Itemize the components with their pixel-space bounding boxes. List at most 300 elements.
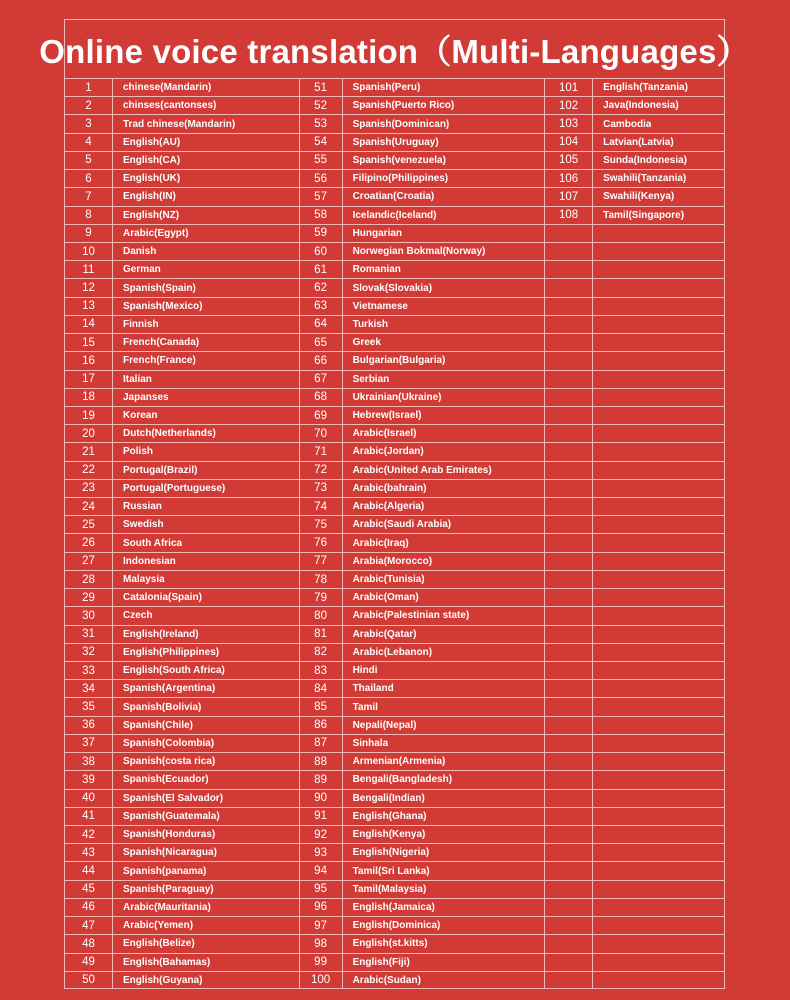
table-row: [65, 644, 299, 662]
row-number: [545, 698, 593, 715]
table-row: [300, 844, 545, 862]
row-number: 38: [65, 753, 113, 770]
row-number: 39: [65, 771, 113, 788]
row-number: 10: [65, 243, 113, 260]
row-number: [545, 680, 593, 697]
table-row: [65, 844, 299, 862]
row-number: 25: [65, 516, 113, 533]
language-name: chinses(cantonses): [123, 100, 217, 112]
language-name: Slovak(Slovakia): [352, 282, 433, 294]
language-name: Bulgarian(Bulgaria): [352, 355, 446, 367]
language-name: Spanish(panama): [123, 865, 207, 877]
table-row: [65, 425, 299, 443]
row-number: [545, 498, 593, 515]
language-name: Swedish: [123, 519, 164, 531]
row-number: [545, 298, 593, 315]
table-row: [300, 443, 545, 461]
table-row: [65, 407, 299, 425]
row-number: 44: [65, 862, 113, 879]
language-name: Ukrainian(Ukraine): [352, 391, 442, 403]
row-number: [545, 316, 593, 333]
row-number: 13: [65, 298, 113, 315]
row-number: [545, 516, 593, 533]
row-number: 34: [65, 680, 113, 697]
table-row: [545, 389, 724, 407]
row-number: 7: [65, 188, 113, 205]
language-name: Arabic(Mauritania): [123, 901, 211, 913]
table-row: [545, 352, 724, 370]
language-name: Czech: [123, 610, 153, 622]
table-row: [65, 680, 299, 698]
row-number: 75: [300, 516, 343, 533]
table-row: [300, 935, 545, 953]
table-row: [65, 261, 299, 279]
language-name: Indonesian: [123, 555, 176, 567]
language-name: English(CA): [123, 154, 181, 166]
row-number: 23: [65, 480, 113, 497]
row-number: 85: [300, 698, 343, 715]
language-name: English(Philippines): [123, 646, 220, 658]
row-number: [545, 443, 593, 460]
language-name: South Africa: [123, 537, 183, 549]
language-name: Spanish(venezuela): [352, 154, 446, 166]
table-row: [65, 899, 299, 917]
table-row: [545, 571, 724, 589]
table-row: [545, 261, 724, 279]
row-number: 14: [65, 316, 113, 333]
language-name: chinese(Mandarin): [123, 82, 212, 94]
table-row: [545, 188, 724, 206]
row-number: [545, 972, 593, 989]
table-row: [65, 954, 299, 972]
table-row: [300, 553, 545, 571]
table-row: [65, 170, 299, 188]
table-row: [65, 607, 299, 625]
language-name: Finnish: [123, 318, 159, 330]
table-row: [300, 371, 545, 389]
table-row: [545, 698, 724, 716]
table-row: [65, 443, 299, 461]
table-row: [65, 881, 299, 899]
page-title: Online voice translation（Multi-Languages）: [65, 20, 724, 79]
table-row: [65, 97, 299, 115]
language-name: English(UK): [123, 173, 181, 185]
table-row: [545, 334, 724, 352]
row-number: 51: [300, 79, 343, 96]
table-row: [545, 826, 724, 844]
row-number: 83: [300, 662, 343, 679]
table-row: [65, 826, 299, 844]
row-number: [545, 279, 593, 296]
table-row: [545, 516, 724, 534]
language-name: Spanish(El Salvador): [123, 792, 224, 804]
table-row: [545, 316, 724, 334]
language-name: Tamil(Malaysia): [352, 883, 427, 895]
row-number: [545, 371, 593, 388]
row-number: 49: [65, 954, 113, 971]
language-name: Sinhala: [352, 737, 389, 749]
table-row: [545, 279, 724, 297]
language-name: English(Fiji): [352, 956, 410, 968]
table-row: [545, 170, 724, 188]
table-row: [65, 917, 299, 935]
table-row: [545, 607, 724, 625]
table-row: [300, 498, 545, 516]
table-row: [300, 881, 545, 899]
table-row: [545, 808, 724, 826]
row-number: 56: [300, 170, 343, 187]
language-name: Japanses: [123, 391, 169, 403]
row-number: 71: [300, 443, 343, 460]
row-number: [545, 243, 593, 260]
language-name: Turkish: [352, 318, 388, 330]
row-number: 35: [65, 698, 113, 715]
language-name: Arabic(Israel): [352, 428, 417, 440]
row-number: 80: [300, 607, 343, 624]
table-row: [300, 334, 545, 352]
table-row: [65, 553, 299, 571]
row-number: 28: [65, 571, 113, 588]
table-row: [545, 790, 724, 808]
table-row: [65, 589, 299, 607]
table-row: [545, 717, 724, 735]
language-name: Spanish(Paraguay): [123, 883, 214, 895]
language-name: English(South Africa): [123, 665, 225, 677]
language-name: English(Ghana): [352, 810, 427, 822]
language-name: English(Dominica): [352, 920, 441, 932]
row-number: 5: [65, 152, 113, 169]
language-name: Romanian: [352, 264, 401, 276]
row-number: [545, 334, 593, 351]
language-name: Malaysia: [123, 574, 165, 586]
row-number: [545, 717, 593, 734]
language-name: Trad chinese(Mandarin): [123, 118, 236, 130]
language-name: Tamil: [352, 701, 378, 713]
row-number: 9: [65, 225, 113, 242]
table-row: [65, 79, 299, 97]
table-row: [65, 862, 299, 880]
table-row: [65, 134, 299, 152]
row-number: 19: [65, 407, 113, 424]
row-number: 73: [300, 480, 343, 497]
table-row: [300, 152, 545, 170]
language-name: Korean: [123, 410, 158, 422]
language-name: Danish: [123, 246, 157, 258]
row-number: [545, 735, 593, 752]
row-number: 93: [300, 844, 343, 861]
table-row: [545, 899, 724, 917]
row-number: 66: [300, 352, 343, 369]
table-row: [65, 498, 299, 516]
table-row: [300, 316, 545, 334]
table-row: [300, 771, 545, 789]
table-row: [300, 589, 545, 607]
row-number: 98: [300, 935, 343, 952]
row-number: 17: [65, 371, 113, 388]
row-number: 15: [65, 334, 113, 351]
table-row: [65, 516, 299, 534]
row-number: [545, 790, 593, 807]
language-name: Arabic(Palestinian state): [352, 610, 470, 622]
language-name: Spanish(Nicaragua): [123, 847, 217, 859]
row-number: 29: [65, 589, 113, 606]
table-row: [545, 972, 724, 989]
row-number: 4: [65, 134, 113, 151]
table-row: [65, 188, 299, 206]
row-number: 18: [65, 389, 113, 406]
row-number: [545, 589, 593, 606]
row-number: 77: [300, 553, 343, 570]
table-row: [545, 407, 724, 425]
language-name: French(Canada): [123, 337, 200, 349]
row-number: 69: [300, 407, 343, 424]
row-number: [545, 626, 593, 643]
row-number: 95: [300, 881, 343, 898]
row-number: [545, 534, 593, 551]
row-number: 20: [65, 425, 113, 442]
table-row: [65, 316, 299, 334]
language-name: Spanish(Mexico): [123, 300, 203, 312]
table-row: [300, 188, 545, 206]
row-number: 64: [300, 316, 343, 333]
language-name: Russian: [123, 501, 162, 513]
language-name: Spanish(Dominican): [352, 118, 450, 130]
language-name: English(st.kitts): [352, 938, 428, 950]
language-name: Polish: [123, 446, 154, 458]
language-grid: [65, 79, 724, 989]
row-number: [545, 389, 593, 406]
table-row: [300, 134, 545, 152]
row-number: [545, 462, 593, 479]
language-name: Arabic(United Arab Emirates): [352, 464, 492, 476]
table-row: [65, 935, 299, 953]
row-number: 91: [300, 808, 343, 825]
row-number: 2: [65, 97, 113, 114]
language-name: Bengali(Indian): [352, 792, 425, 804]
table-row: [300, 389, 545, 407]
table-row: [65, 462, 299, 480]
row-number: 47: [65, 917, 113, 934]
table-row: [300, 571, 545, 589]
row-number: 26: [65, 534, 113, 551]
row-number: 57: [300, 188, 343, 205]
language-name: Spanish(Puerto Rico): [352, 100, 455, 112]
table-row: [300, 261, 545, 279]
row-number: 58: [300, 207, 343, 224]
row-number: 50: [65, 972, 113, 989]
row-number: 1: [65, 79, 113, 96]
table-row: [300, 972, 545, 989]
row-number: 31: [65, 626, 113, 643]
table-row: [545, 97, 724, 115]
language-name: Hindi: [352, 665, 378, 677]
table-row: [545, 462, 724, 480]
row-number: 43: [65, 844, 113, 861]
row-number: 92: [300, 826, 343, 843]
table-row: [300, 862, 545, 880]
table-row: [545, 443, 724, 461]
row-number: 105: [545, 152, 593, 169]
table-row: [545, 881, 724, 899]
table-row: [545, 152, 724, 170]
row-number: [545, 425, 593, 442]
table-row: [545, 954, 724, 972]
language-name: English(Kenya): [352, 829, 426, 841]
row-number: 81: [300, 626, 343, 643]
table-row: [300, 644, 545, 662]
table-row: [65, 790, 299, 808]
table-row: [300, 662, 545, 680]
table-row: [545, 79, 724, 97]
language-name: Swahili(Tanzania): [603, 173, 687, 185]
language-name: Serbian: [352, 373, 390, 385]
row-number: [545, 881, 593, 898]
row-number: 53: [300, 115, 343, 132]
row-number: 101: [545, 79, 593, 96]
language-name: Spanish(costa rica): [123, 756, 216, 768]
language-name: English(Belize): [123, 938, 195, 950]
row-number: 79: [300, 589, 343, 606]
row-number: 87: [300, 735, 343, 752]
table-row: [300, 753, 545, 771]
row-number: 99: [300, 954, 343, 971]
row-number: 86: [300, 717, 343, 734]
table-row: [65, 334, 299, 352]
table-row: [545, 680, 724, 698]
table-row: [65, 115, 299, 133]
row-number: 107: [545, 188, 593, 205]
row-number: [545, 644, 593, 661]
row-number: [545, 480, 593, 497]
language-column-1: [65, 79, 300, 989]
table-row: [545, 735, 724, 753]
table-row: [300, 279, 545, 297]
language-name: Arabic(Jordan): [352, 446, 424, 458]
table-row: [300, 425, 545, 443]
language-name: Arabic(Yemen): [123, 920, 194, 932]
language-column-3: [545, 79, 724, 989]
language-name: Arabic(Algeria): [352, 501, 425, 513]
language-name: English(Tanzania): [603, 82, 688, 94]
row-number: 89: [300, 771, 343, 788]
language-name: Cambodia: [603, 118, 652, 130]
row-number: 30: [65, 607, 113, 624]
table-row: [65, 480, 299, 498]
table-row: [65, 152, 299, 170]
table-row: [545, 534, 724, 552]
table-row: [545, 753, 724, 771]
row-number: 36: [65, 717, 113, 734]
row-number: 82: [300, 644, 343, 661]
table-row: [545, 298, 724, 316]
row-number: 48: [65, 935, 113, 952]
table-row: [545, 589, 724, 607]
row-number: 21: [65, 443, 113, 460]
language-name: French(France): [123, 355, 196, 367]
language-name: English(Jamaica): [352, 901, 435, 913]
table-row: [65, 735, 299, 753]
row-number: 54: [300, 134, 343, 151]
row-number: [545, 899, 593, 916]
row-number: 33: [65, 662, 113, 679]
table-row: [545, 626, 724, 644]
table-row: [65, 571, 299, 589]
row-number: [545, 753, 593, 770]
row-number: [545, 607, 593, 624]
table-row: [545, 935, 724, 953]
row-number: [545, 954, 593, 971]
row-number: 68: [300, 389, 343, 406]
table-row: [300, 534, 545, 552]
language-name: Tamil(Sri Lanka): [352, 865, 430, 877]
table-row: [65, 298, 299, 316]
table-row: [545, 644, 724, 662]
row-number: 46: [65, 899, 113, 916]
row-number: 45: [65, 881, 113, 898]
row-number: 6: [65, 170, 113, 187]
row-number: 70: [300, 425, 343, 442]
language-name: Catalonia(Spain): [123, 592, 202, 604]
row-number: 40: [65, 790, 113, 807]
language-name: Portugal(Brazil): [123, 464, 198, 476]
table-row: [65, 352, 299, 370]
language-name: Icelandic(Iceland): [352, 209, 437, 221]
row-number: 52: [300, 97, 343, 114]
row-number: 11: [65, 261, 113, 278]
row-number: 32: [65, 644, 113, 661]
row-number: 74: [300, 498, 343, 515]
language-name: Spanish(Uruguay): [352, 136, 439, 148]
language-name: Spanish(Honduras): [123, 829, 216, 841]
language-name: Thailand: [352, 683, 394, 695]
language-name: Spanish(Argentina): [123, 683, 216, 695]
table-row: [300, 607, 545, 625]
row-number: 63: [300, 298, 343, 315]
language-name: Arabic(Lebanon): [352, 646, 433, 658]
table-row: [545, 371, 724, 389]
table-row: [300, 462, 545, 480]
language-name: Latvian(Latvia): [603, 136, 674, 148]
table-row: [65, 771, 299, 789]
row-number: [545, 935, 593, 952]
table-row: [65, 225, 299, 243]
table-row: [300, 626, 545, 644]
table-row: [545, 134, 724, 152]
table-row: [300, 480, 545, 498]
language-name: Filipino(Philippines): [352, 173, 449, 185]
row-number: 104: [545, 134, 593, 151]
language-name: Greek: [352, 337, 381, 349]
row-number: [545, 771, 593, 788]
row-number: 108: [545, 207, 593, 224]
language-name: Arabic(Sudan): [352, 974, 421, 986]
language-name: Arabic(bahrain): [352, 482, 427, 494]
row-number: [545, 917, 593, 934]
row-number: 103: [545, 115, 593, 132]
row-number: 55: [300, 152, 343, 169]
table-row: [300, 954, 545, 972]
table-row: [545, 115, 724, 133]
row-number: [545, 261, 593, 278]
language-name: Spanish(Guatemala): [123, 810, 220, 822]
language-name: English(Ireland): [123, 628, 199, 640]
row-number: 65: [300, 334, 343, 351]
table-row: [65, 808, 299, 826]
language-name: Arabia(Morocco): [352, 555, 433, 567]
language-name: Armenian(Armenia): [352, 756, 446, 768]
row-number: 78: [300, 571, 343, 588]
row-number: 41: [65, 808, 113, 825]
